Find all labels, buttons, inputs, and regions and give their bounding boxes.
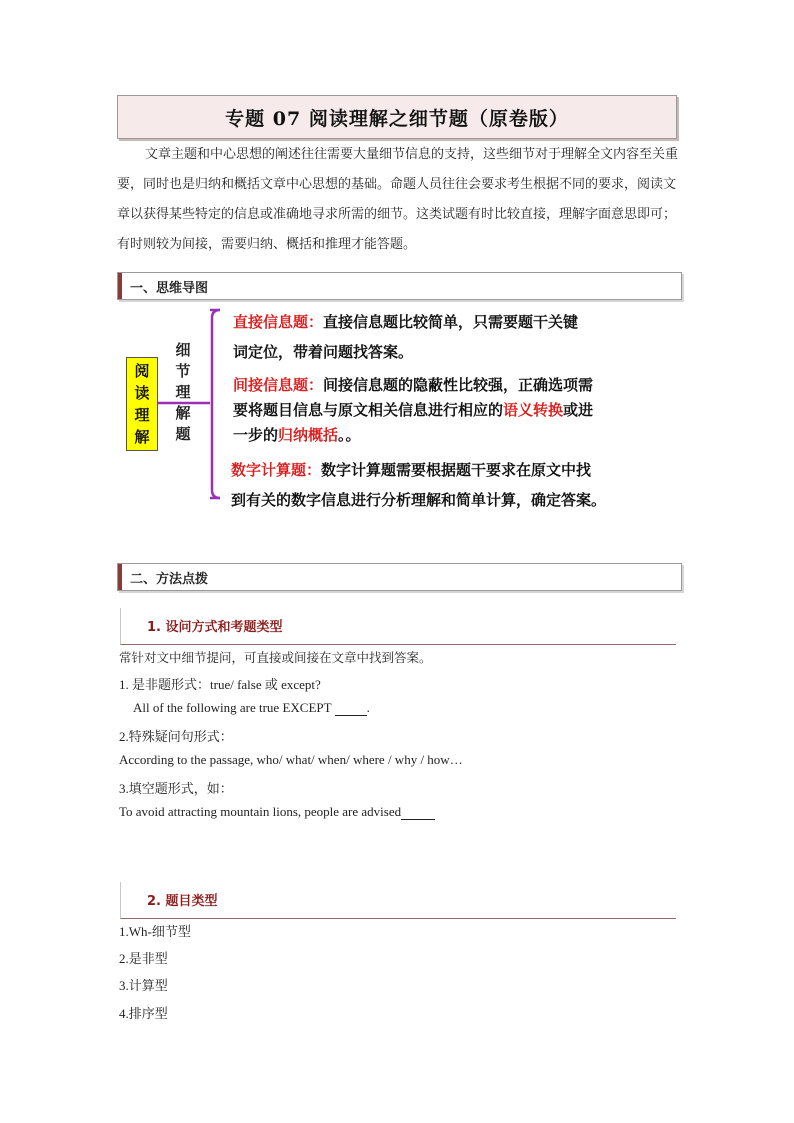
branch-calc-text: 数字计算题需要根据题干要求在原文中找 — [321, 461, 592, 479]
branch-indirect-text: 一步的 — [233, 426, 279, 444]
mindmap-middle-label — [172, 340, 194, 445]
section-header-mindmap — [117, 272, 682, 300]
text-line: 常针对文中细节提问，可直接或间接在文章中找到答案。 — [119, 650, 432, 665]
text-line-with-blank: All of the following are true EXCEPT . — [133, 700, 370, 715]
section-title: 二、方法点拨 — [130, 572, 209, 587]
branch-indirect-text: 或进 — [563, 401, 594, 419]
list-item: 4.排序型 — [119, 1006, 168, 1021]
branch-indirect-text: 要将题目信息与原文相关信息进行相应的 — [233, 401, 504, 419]
branch-indirect-text: 。。 — [338, 426, 361, 444]
text-line: 2.特殊疑问句形式： — [119, 729, 233, 744]
mindmap-mid-char: 解 — [175, 404, 191, 422]
list-item: 2.是非型 — [119, 951, 168, 966]
branch-direct — [233, 307, 693, 367]
mindmap-root-char: 读 — [134, 384, 150, 402]
section-header-methods — [117, 563, 682, 591]
mindmap-bracket — [212, 310, 220, 498]
answer-blank — [401, 807, 435, 820]
subsection-title: 1. 设问方式和考题类型 — [147, 620, 283, 635]
text-line: To avoid attracting mountain lions, people are advised — [119, 804, 402, 819]
branch-direct-text: 直接信息题比较简单，只需要题干关键 — [323, 313, 579, 331]
mindmap-mid-char: 题 — [175, 425, 191, 443]
branch-indirect — [233, 373, 693, 448]
list-item: 1.Wh-细节型 — [119, 924, 191, 939]
answer-blank — [335, 703, 367, 716]
title-box — [117, 95, 677, 139]
subsection-header-1 — [120, 608, 676, 645]
subsection-header-2 — [120, 882, 676, 919]
subsection-title: 2. 题目类型 — [147, 894, 218, 909]
text-line: According to the passage, who/ what/ when/ where / why / how… — [119, 752, 463, 767]
section-title: 一、思维导图 — [130, 281, 209, 296]
text-line: All of the following are true EXCEPT — [133, 700, 332, 715]
mindmap-mid-char: 理 — [175, 383, 191, 401]
branch-indirect-text: 间接信息题的隐蔽性比较强，正确选项需 — [323, 376, 594, 394]
mindmap-root-char: 阅 — [134, 362, 150, 380]
section-accent-bar — [118, 564, 122, 590]
highlight-summarize: 归纳概括 — [278, 426, 339, 444]
mindmap-root-char: 理 — [134, 406, 150, 424]
branch-calc-label: 数字计算题： — [231, 461, 322, 479]
list-item: 3.计算型 — [119, 978, 168, 993]
text-line: 3.填空题形式，如： — [119, 781, 233, 796]
mindmap-mid-char: 细 — [175, 341, 191, 359]
page-title: 专题 07 阅读理解之细节题（原卷版） — [225, 107, 569, 130]
branch-calc-text: 到有关的数字信息进行分析理解和简单计算，确定答案。 — [231, 491, 607, 509]
branch-indirect-label: 间接信息题： — [233, 376, 324, 394]
branch-calc — [231, 455, 711, 515]
text-line: 1. 是非题形式：true/ false 或 except? — [119, 677, 321, 692]
branch-direct-label: 直接信息题： — [233, 313, 324, 331]
section-accent-bar — [118, 273, 122, 299]
text-line-with-blank — [119, 804, 435, 820]
intro-paragraph: 文章主题和中心思想的阐述往往需要大量细节信息的支持，这些细节对于理解全文内容至关重要，同时也是归纳和概括文章中心思想的基础。命题人员往往会要求考生根据不同的要求，阅读文章以获得某些特定的信息或准确地寻求所需的细节。这类试题有时比较直接，理解字面意思即可；有时则较为间接，需要归纳、概括和推理才能答题。 — [117, 147, 679, 252]
mindmap-root-char: 解 — [134, 428, 150, 446]
mindmap-mid-char: 节 — [175, 362, 191, 380]
highlight-semantic-transform: 语义转换 — [503, 401, 564, 419]
branch-direct-text: 词定位，带着问题找答案。 — [233, 343, 414, 361]
